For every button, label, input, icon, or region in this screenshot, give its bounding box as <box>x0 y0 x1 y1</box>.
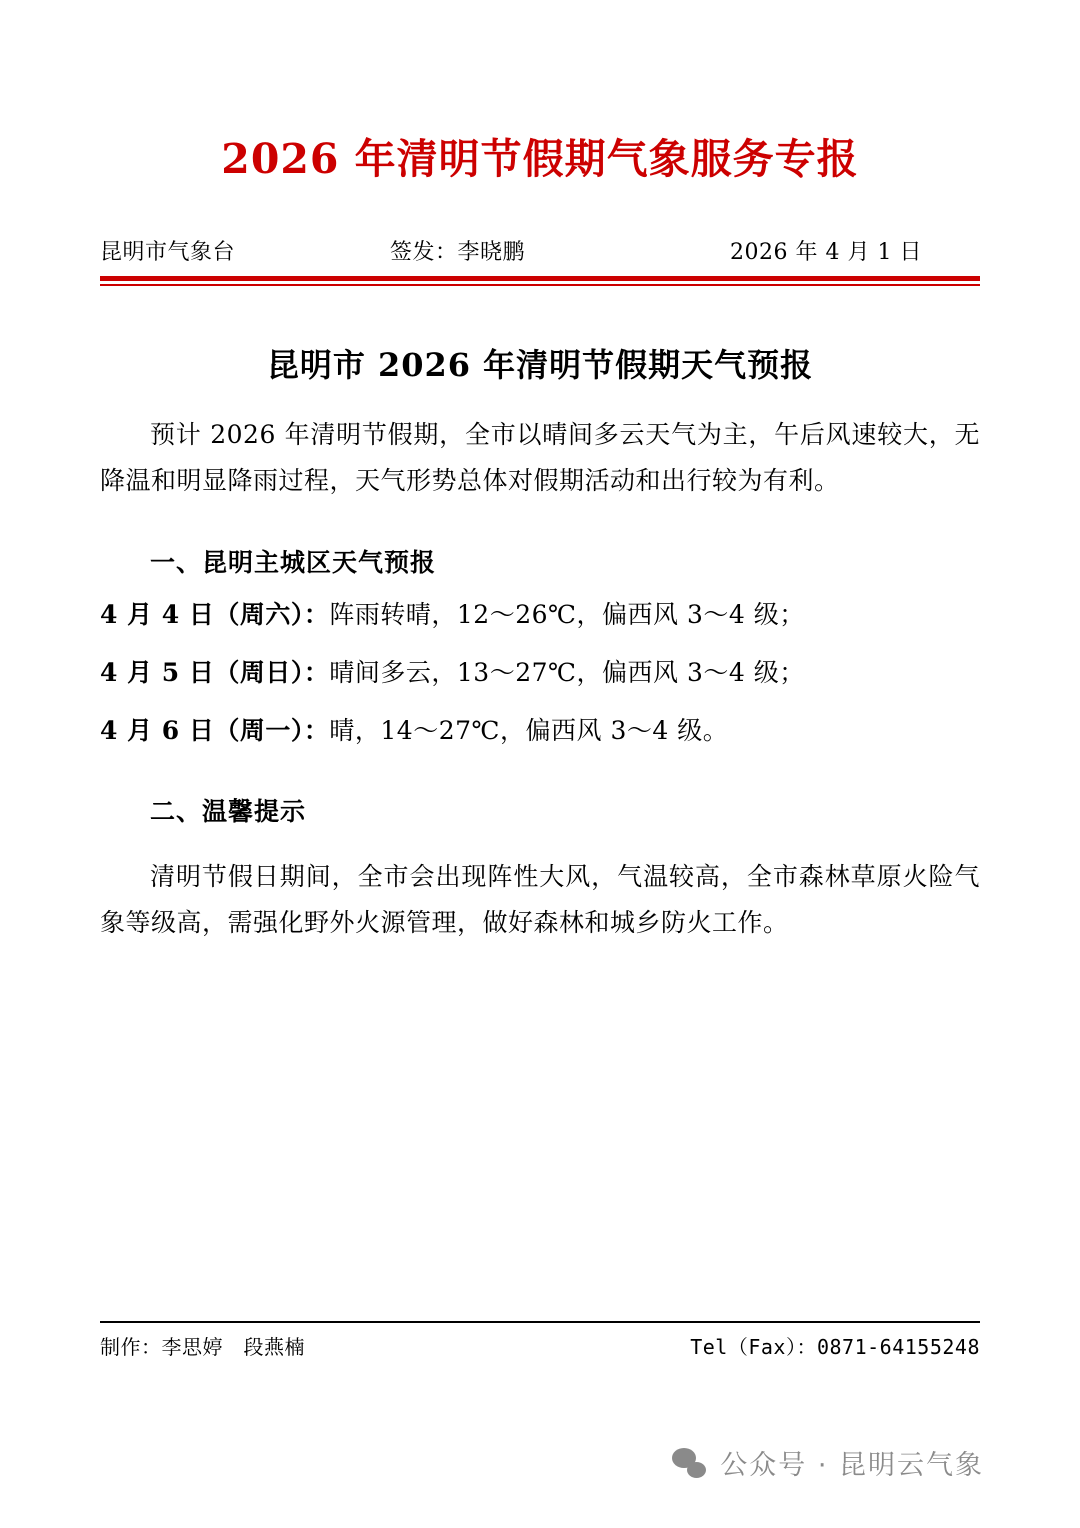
section-heading-2: 二、温馨提示 <box>150 797 307 827</box>
masthead-divider <box>100 276 980 286</box>
footer-producer <box>100 1331 305 1360</box>
footer-divider <box>100 1321 980 1323</box>
page-title: 2026 年清明节假期气象服务专报 <box>221 135 859 183</box>
wechat-account-bar <box>672 1443 984 1482</box>
document-meta <box>100 235 980 266</box>
footer-contact: Tel（Fax）：0871-64155248 <box>690 1335 980 1359</box>
forecast-day: 4 月 6 日（周一）： <box>100 715 330 745</box>
masthead <box>0 0 1080 286</box>
wechat-icon <box>672 1448 706 1478</box>
producer-names: 李思婷 段燕楠 <box>161 1335 305 1359</box>
forecast-day: 4 月 5 日（周日）： <box>100 657 330 687</box>
document-footer <box>100 1321 980 1360</box>
forecast-detail: 晴，14～27℃，偏西风 3～4 级。 <box>329 715 729 745</box>
footer-row <box>100 1331 980 1360</box>
intro-paragraph: 预计 2026 年清明节假期，全市以晴间多云天气为主，午后风速较大，无降温和明显降雨过程，天气形势总体对假期活动和出行较为有利。 <box>100 420 980 495</box>
divider-thin <box>100 284 980 286</box>
meta-date: 2026 年 4 月 1 日 <box>730 240 922 265</box>
tips-paragraph: 清明节假日期间，全市会出现阵性大风，气温较高，全市森林草原火险气象等级高，需强化野外火源管理，做好森林和城乡防火工作。 <box>100 862 980 937</box>
section-heading-1: 一、昆明主城区天气预报 <box>150 548 437 577</box>
wechat-account-label: 公众号 · 昆明云气象 <box>720 1450 984 1481</box>
meta-signer: 签发：李晓鹏 <box>390 240 526 265</box>
meta-issuer: 昆明市气象台 <box>100 240 236 265</box>
report-title: 昆明市 2026 年清明节假期天气预报 <box>266 346 814 384</box>
forecast-row <box>100 709 980 753</box>
forecast-day: 4 月 4 日（周六）： <box>100 600 330 629</box>
forecast-row <box>100 651 980 695</box>
document-body <box>100 340 980 945</box>
forecast-detail: 晴间多云，13～27℃，偏西风 3～4 级； <box>329 657 805 687</box>
divider-thick <box>100 276 980 281</box>
forecast-row <box>100 593 980 637</box>
forecast-detail: 阵雨转晴，12～26℃，偏西风 3～4 级； <box>329 600 805 629</box>
producer-label: 制作： <box>100 1335 162 1359</box>
